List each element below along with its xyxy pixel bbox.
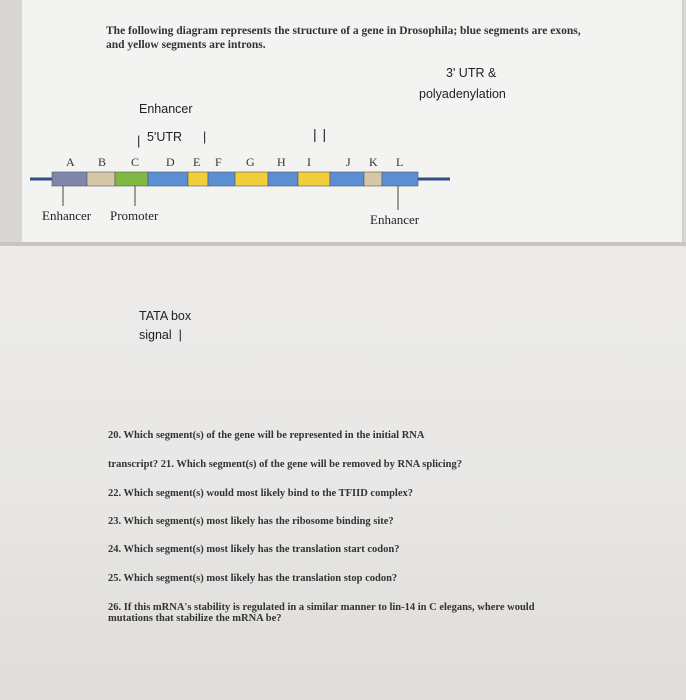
enhancer-top-label: Enhancer [139, 102, 193, 116]
segment-label-g: G [246, 155, 255, 169]
segment-k [364, 172, 382, 186]
segment-label-i: I [307, 155, 311, 169]
segment-e [188, 172, 208, 186]
segment-label-d: D [166, 155, 175, 169]
enhancer-right-label: Enhancer [370, 212, 420, 227]
segment-c [115, 172, 148, 186]
question-20-line-1: 20. Which segment(s) of the gene will be represented in the initial RNA [108, 430, 425, 441]
utr3-label-line-2: polyadenylation [419, 87, 506, 101]
segment-l [382, 172, 418, 186]
question-20-line-2: transcript? 21. Which segment(s) of the gene will be removed by RNA splicing? [108, 459, 462, 470]
segment-h [268, 172, 298, 186]
utr5-left-bar: | [137, 133, 141, 148]
segment-j [330, 172, 364, 186]
signal-text: signal [139, 328, 172, 342]
question-26-line-2: mutations that stabilize the mRNA be? [108, 613, 282, 624]
signal-label [139, 328, 182, 342]
segment-label-b: B [98, 155, 107, 169]
utr5-right-bar: | [203, 130, 207, 144]
segment-a [52, 172, 87, 186]
segment-label-k: K [369, 155, 378, 169]
segment-g [235, 172, 268, 186]
double-bar-marker: | | [313, 126, 328, 142]
tata-box-label: TATA box [139, 309, 192, 323]
segment-label-f: F [215, 155, 222, 169]
utr3-label-line-1: 3' UTR & [446, 66, 497, 80]
segment-label-a: A [66, 155, 75, 169]
gene-diagram [0, 0, 686, 260]
enhancer-left-label: Enhancer [42, 208, 92, 223]
segment-label-h: H [277, 155, 286, 169]
segment-label-e: E [193, 155, 201, 169]
segment-label-j: J [346, 155, 351, 169]
intro-line-1: The following diagram represents the structure of a gene in Drosophila; blue segments are exons, [106, 25, 581, 37]
segment-label-c: C [131, 155, 140, 169]
segment-f [208, 172, 235, 186]
segment-label-l: L [396, 155, 404, 169]
utr5-label: 5'UTR [147, 130, 183, 144]
question-26-line-1: 26. If this mRNA's stability is regulated in a similar manner to lin-14 in C elegans, where would [108, 602, 535, 613]
segment-i [298, 172, 330, 186]
signal-cursor: | [178, 328, 182, 342]
question-22: 22. Which segment(s) would most likely bind to the TFIID complex? [108, 488, 414, 499]
question-23: 23. Which segment(s) most likely has the ribosome binding site? [108, 516, 394, 527]
intro-line-2: and yellow segments are introns. [106, 39, 266, 51]
promoter-label: Promoter [110, 208, 159, 223]
segment-d [148, 172, 188, 186]
segment-b [87, 172, 115, 186]
question-25: 25. Which segment(s) most likely has the translation stop codon? [108, 573, 398, 584]
questions-sheet [0, 246, 686, 700]
question-24: 24. Which segment(s) most likely has the translation start codon? [108, 544, 400, 555]
